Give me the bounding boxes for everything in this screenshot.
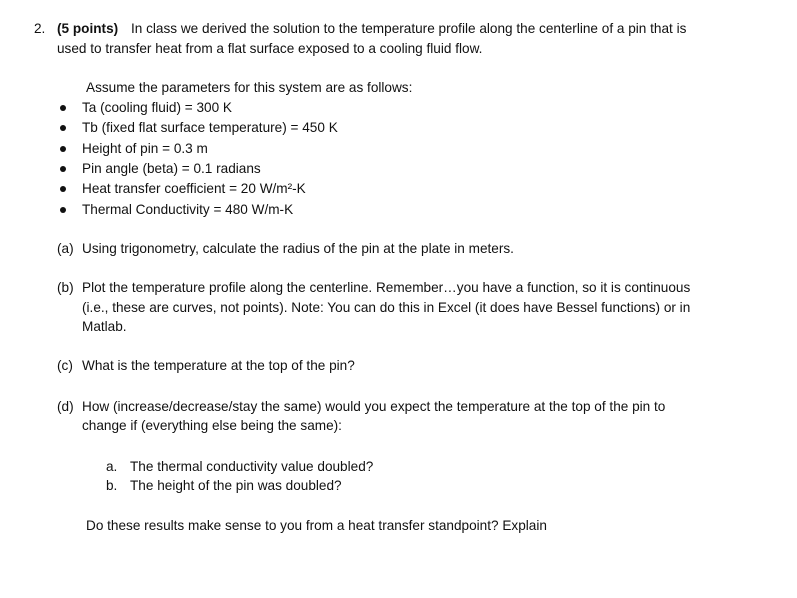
part-d-label: (d) — [57, 399, 74, 414]
part-b-text-line-3: Matlab. — [82, 319, 127, 334]
parameter-item: Ta (cooling fluid) = 300 K — [82, 100, 232, 115]
part-a-label: (a) — [57, 241, 74, 256]
bullet-icon — [60, 166, 66, 172]
sub-item-b-text: The height of the pin was doubled? — [130, 478, 342, 493]
part-c-label: (c) — [57, 358, 73, 373]
question-points: (5 points) — [57, 21, 119, 36]
question-number: 2. — [34, 21, 46, 36]
parameter-item: Height of pin = 0.3 m — [82, 141, 208, 156]
followup-question: Do these results make sense to you from a heat transfer standpoint? Explain — [86, 518, 547, 533]
part-b-label: (b) — [57, 280, 74, 295]
parameter-item: Tb (fixed flat surface temperature) = 450 K — [82, 120, 338, 135]
part-a-text: Using trigonometry, calculate the radius of the pin at the plate in meters. — [82, 241, 514, 256]
part-b-text-line-1: Plot the temperature profile along the centerline. Remember…you have a function, so it is continuous — [82, 280, 691, 295]
parameter-item: Thermal Conductivity = 480 W/m-K — [82, 202, 294, 217]
part-d-text-line-1: How (increase/decrease/stay the same) would you expect the temperature at the top of the pin to — [82, 399, 666, 414]
bullet-icon — [60, 207, 66, 213]
sub-item-b-label: b. — [106, 478, 118, 493]
part-c-text: What is the temperature at the top of the pin? — [82, 358, 355, 373]
bullet-icon — [60, 125, 66, 131]
bullet-icon — [60, 105, 66, 111]
sub-item-a-text: The thermal conductivity value doubled? — [130, 459, 374, 474]
assumptions-heading: Assume the parameters for this system are as follows: — [86, 80, 413, 95]
question-intro-line-1: In class we derived the solution to the temperature profile along the centerline of a pin that is — [131, 21, 687, 36]
sub-item-a-label: a. — [106, 459, 118, 474]
bullet-icon — [60, 146, 66, 152]
parameter-item: Heat transfer coefficient = 20 W/m²-K — [82, 181, 306, 196]
part-b-text-line-2: (i.e., these are curves, not points). Note: You can do this in Excel (it does have Bessel functions) or in — [82, 300, 691, 315]
question-intro-line-2: used to transfer heat from a flat surface exposed to a cooling fluid flow. — [57, 41, 483, 56]
part-d-text-line-2: change if (everything else being the same): — [82, 418, 342, 433]
parameter-item: Pin angle (beta) = 0.1 radians — [82, 161, 261, 176]
bullet-icon — [60, 186, 66, 192]
